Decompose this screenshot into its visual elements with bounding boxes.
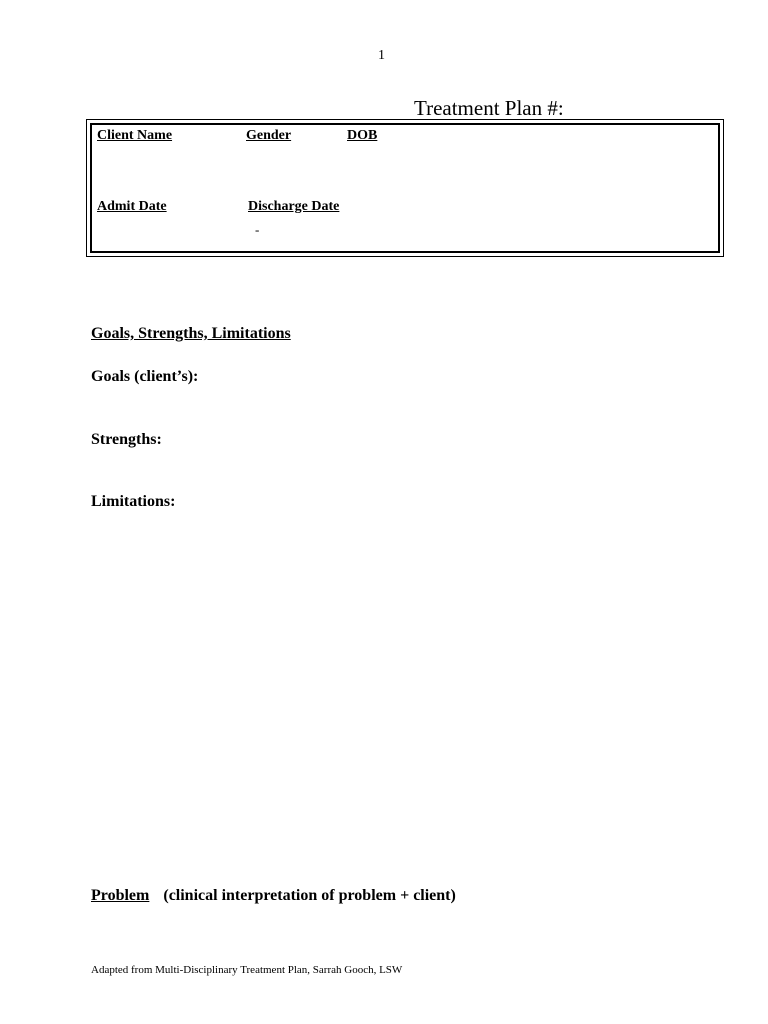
problem-label: Problem xyxy=(91,887,150,904)
footer-attribution: Adapted from Multi-Disciplinary Treatment Plan, Sarrah Gooch, LSW xyxy=(91,964,403,976)
strengths-label: Strengths: xyxy=(91,431,162,448)
limitations-label: Limitations: xyxy=(91,493,176,510)
client-info-box-inner-border xyxy=(90,123,720,253)
discharge-date-value: - xyxy=(255,222,260,237)
problem-line xyxy=(91,887,456,905)
problem-note: (clinical interpretation of problem + client) xyxy=(163,887,456,904)
goals-section-heading: Goals, Strengths, Limitations xyxy=(91,325,291,342)
document-title: Treatment Plan #: xyxy=(414,96,564,120)
client-info-box xyxy=(86,119,724,257)
admit-date-label: Admit Date xyxy=(97,199,167,214)
goals-label: Goals (client’s): xyxy=(91,368,199,385)
discharge-date-label: Discharge Date xyxy=(248,199,340,214)
page-number: 1 xyxy=(378,48,385,63)
client-name-label: Client Name xyxy=(97,128,173,143)
dob-label: DOB xyxy=(347,128,378,143)
gender-label: Gender xyxy=(246,128,292,143)
